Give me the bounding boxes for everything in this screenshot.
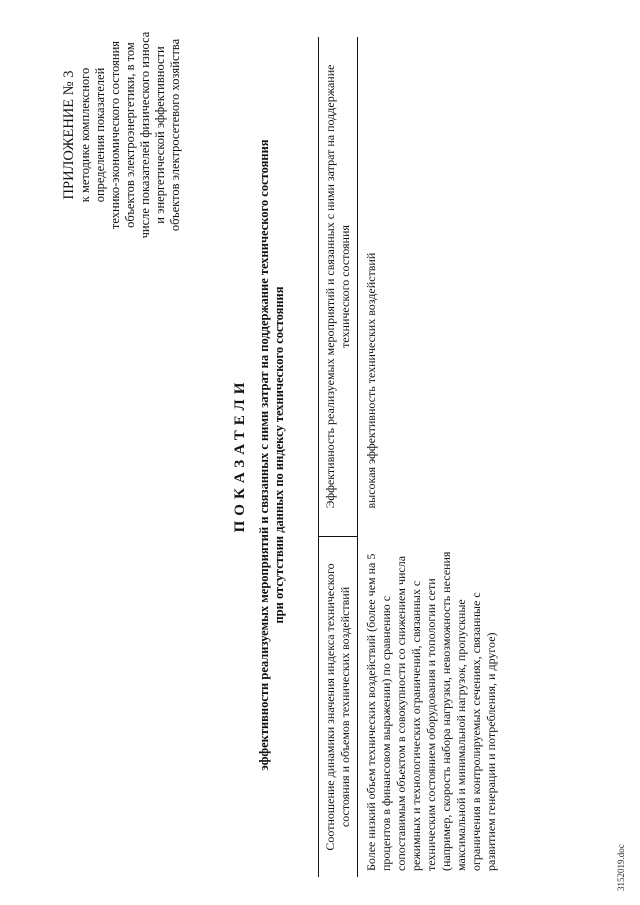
document-heading bbox=[232, 95, 287, 815]
table-row bbox=[358, 37, 500, 877]
appendix-line: к методике комплексного bbox=[78, 67, 92, 203]
appendix-line: объектов электросетевого хозяйства bbox=[168, 38, 182, 232]
column-header-condition: Соотношение динамики значения индекса технического состояния и объемов технических воздействий bbox=[319, 537, 358, 878]
cell-condition: Более низкий объем технических воздействий (более чем на 5 процентов в финансовом выражении) по сравнению с сопоставимым объектом в совокупности со снижением числа режимных и технологических ограничений, связанных с техническим состоянием оборудования и топологии сети (например, скорость набора нагрузки, невозможность несения максимальной и минимальной нагрузок, пропускные ограничения в контролируемых сечениях, связанные с развитием генерации и потребления, и другое) bbox=[364, 551, 498, 871]
appendix-line: определения показателей bbox=[93, 67, 107, 203]
cell-effectiveness: высокая эффективность технических воздействий bbox=[364, 252, 378, 509]
heading-subtitle-line-1: эффективности реализуемых мероприятий и связанных с ними затрат на поддержание технического состояния bbox=[257, 139, 271, 771]
appendix-line: и энергетической эффективности bbox=[153, 46, 167, 224]
appendix-line: числе показателей физического износа bbox=[138, 31, 152, 239]
document-file-id: 3152019.doc bbox=[616, 844, 626, 891]
appendix-line: технико-экономического состояния bbox=[108, 40, 122, 230]
heading-subtitle-line-2: при отсутствии данных по индексу технического состояния bbox=[272, 286, 286, 624]
appendix-line: объектов электроэнергетики, в том bbox=[123, 42, 137, 228]
appendix-title: ПРИЛОЖЕНИЕ № 3 bbox=[61, 70, 77, 200]
appendix-block bbox=[60, 20, 183, 250]
table-header-row bbox=[319, 37, 358, 877]
column-header-effectiveness: Эффективность реализуемых мероприятий и связанных с ними затрат на поддержание технического состояния bbox=[319, 37, 358, 537]
indicators-table bbox=[318, 37, 499, 877]
heading-title: ПОКАЗАТЕЛИ bbox=[232, 377, 248, 533]
